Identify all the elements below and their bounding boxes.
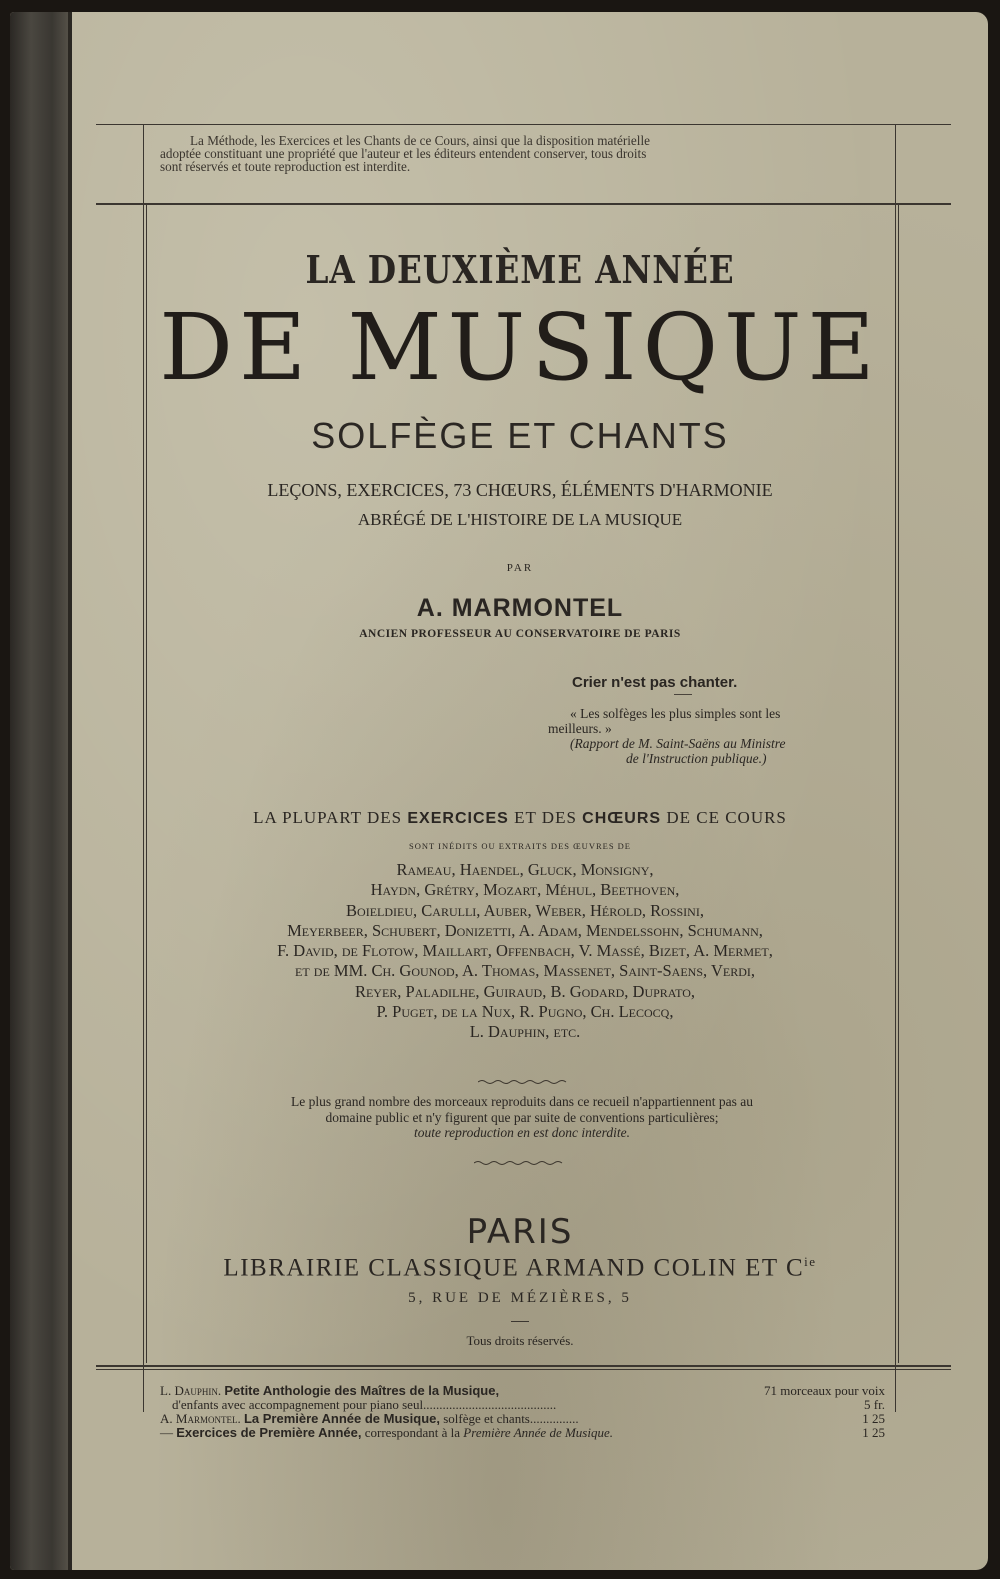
catalogue-item xyxy=(160,1426,885,1440)
contents-part-2: ET DES xyxy=(514,808,577,827)
epigraph-motto: Crier n'est pas chanter. xyxy=(572,674,738,691)
composer-line: et de MM. Ch. Gounod, A. Thomas, Massenet, Saint-Saens, Verdi, xyxy=(295,961,755,981)
title-subtitle: SOLFÈGE ET CHANTS xyxy=(311,415,729,456)
publisher-city: PARIS xyxy=(466,1212,574,1252)
contents-exercices: EXERCICES xyxy=(407,810,509,827)
notice-line-3: sont réservés et toute reproduction est interdite. xyxy=(160,159,411,174)
frame-top-rule xyxy=(96,124,951,125)
author-role: ANCIEN PROFESSEUR AU CONSERVATOIRE DE PARIS xyxy=(359,628,681,640)
quote-line-2: meilleurs. » xyxy=(548,721,612,736)
catalogue-title: La Première Année de Musique, xyxy=(243,1411,440,1426)
catalogue-item-cont xyxy=(160,1398,885,1412)
quote-source-1: (Rapport de M. Saint-Saëns au Ministre xyxy=(570,736,786,751)
contents-statement xyxy=(145,808,895,828)
copyright-notice xyxy=(160,134,885,173)
rights-line-3: toute reproduction en est donc interdite. xyxy=(414,1125,630,1140)
rights-line-1: Le plus grand nombre des morceaux reproduits dans ce recueil n'appartiennent pas au xyxy=(290,1094,753,1109)
quote-line-1: « Les solfèges les plus simples sont les xyxy=(570,706,781,721)
publisher-address: 5, RUE DE MÉZIÈRES, 5 xyxy=(408,1290,632,1306)
epigraph-quote xyxy=(548,706,878,766)
frame-right-rule-inner xyxy=(898,203,899,1363)
contents-choeurs: CHŒURS xyxy=(582,810,662,827)
title-main: DE MUSIQUE xyxy=(159,294,881,401)
catalogue-author: — xyxy=(160,1425,173,1440)
contents-sub: SONT INÉDITS OU EXTRAITS DES ŒUVRES DE xyxy=(408,841,631,851)
publisher-name-line xyxy=(145,1254,895,1282)
publisher-reserved: Tous droits réservés. xyxy=(466,1333,574,1348)
frame-top-rule-2 xyxy=(96,203,951,205)
catalogue-desc-italic: Première Année de Musique. xyxy=(463,1425,613,1440)
subtitle-line-1: LEÇONS, EXERCICES, 73 CHŒURS, ÉLÉMENTS D'HARMONIE xyxy=(267,480,773,500)
catalogue-desc: 71 morceaux pour voix xyxy=(764,1383,885,1398)
catalogue-author: A. Marmontel. xyxy=(160,1411,241,1426)
rights-line-2: domaine public et n'y figurent que par suite de conventions particulières; xyxy=(325,1109,719,1125)
catalogue-title: Exercices de Première Année, xyxy=(176,1425,362,1440)
notice-line-2: adoptée constituant une propriété que l'auteur et les éditeurs entendent conserver, tous droits xyxy=(160,146,647,161)
spine-edge xyxy=(68,12,72,1570)
ornament-wave-top xyxy=(478,1079,570,1085)
catalogue-item xyxy=(160,1412,885,1426)
catalogue xyxy=(160,1384,885,1440)
quote-source-2: de l'Instruction publique.) xyxy=(626,751,767,766)
composer-line: P. Puget, de la Nux, R. Pugno, Ch. Lecocq, xyxy=(376,1002,674,1022)
contents-part-1: LA PLUPART DES xyxy=(253,808,403,827)
composer-line: Boieldieu, Carulli, Auber, Weber, Hérold, Rossini, xyxy=(346,900,704,920)
frame-bottom-rule xyxy=(96,1365,951,1367)
catalogue-author: L. Dauphin. xyxy=(160,1383,222,1398)
composer-line: Rameau, Haendel, Gluck, Monsigny, xyxy=(396,860,654,879)
frame-left-rule xyxy=(143,124,144,1412)
title-line-1: LA DEUXIÈME ANNÉE xyxy=(305,247,735,292)
frame-right-rule xyxy=(895,124,896,1412)
publisher-name-sup: ie xyxy=(804,1254,817,1269)
epigraph-dash xyxy=(674,694,692,695)
catalogue-price: 5 fr. xyxy=(864,1397,885,1412)
ornament-wave-bottom xyxy=(474,1160,566,1166)
contents-part-3: DE CE COURS xyxy=(666,808,787,827)
composer-line: Reyer, Paladilhe, Guiraud, B. Godard, Duprato, xyxy=(354,981,696,1001)
composer-line: Haydn, Grétry, Mozart, Méhul, Beethoven, xyxy=(370,880,680,900)
frame-bottom-rule-2 xyxy=(96,1369,951,1370)
subtitle-line-2: ABRÉGÉ DE L'HISTOIRE DE LA MUSIQUE xyxy=(357,510,683,529)
composer-line: Meyerbeer, Schubert, Donizetti, A. Adam, Mendelssohn, Schumann, xyxy=(287,920,763,940)
catalogue-desc: solfège et chants............... xyxy=(443,1411,579,1426)
rights-notice xyxy=(178,1094,866,1141)
catalogue-price: 1 25 xyxy=(862,1411,885,1426)
composer-line: L. Dauphin, etc. xyxy=(469,1022,581,1042)
publisher-name: LIBRAIRIE CLASSIQUE ARMAND COLIN ET C xyxy=(223,1254,805,1282)
book-spine xyxy=(10,12,70,1570)
publisher-dash xyxy=(511,1321,529,1322)
notice-line-1: La Méthode, les Exercices et les Chants de ce Cours, ainsi que la disposition matérielle xyxy=(190,133,650,148)
catalogue-item xyxy=(160,1384,885,1398)
composer-list xyxy=(155,860,895,1043)
catalogue-desc: d'enfants avec accompagnement pour piano seul......................................... xyxy=(172,1398,557,1412)
author-name: A. MARMONTEL xyxy=(416,594,624,622)
author-par: PAR xyxy=(506,562,534,574)
catalogue-price: 1 25 xyxy=(862,1425,885,1440)
catalogue-title: Petite Anthologie des Maîtres de la Musique, xyxy=(224,1383,500,1398)
catalogue-desc: correspondant à la xyxy=(364,1425,461,1440)
composer-line: F. David, de Flotow, Maillart, Offenbach, V. Massé, Bizet, A. Mermet, xyxy=(277,941,773,961)
